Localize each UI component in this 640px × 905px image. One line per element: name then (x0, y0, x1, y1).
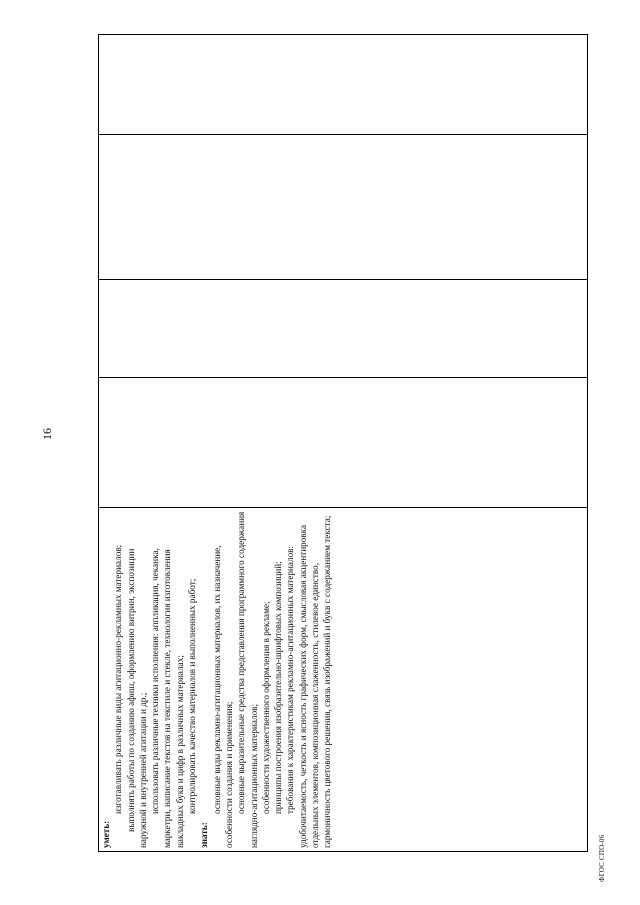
znat-item: основные виды рекламно-агитационных материалов, их назначение, особенности создания и применения; (211, 545, 234, 848)
table-divider (99, 279, 587, 280)
znat-item: принципы построения изобразительно-шрифтовых композиций; (273, 561, 284, 814)
umet-item: изготавливать различные виды агитационно-рекламных материалов; (113, 544, 124, 814)
znat-item: особенности художественного оформления в рекламе; (260, 601, 271, 814)
footer-code: ФГОС СПО-06 (598, 834, 606, 882)
umet-item: выполнять работы по созданию афиш, оформлению витрин, экспозиции наружной и внутренней агитации и др.; (125, 548, 148, 848)
page-number: 16 (40, 428, 54, 440)
znat-item: требования к характеристикам рекламно-агитационных материалов: удобочитаемость, четкость и ясность графических форм, смысловая акцентировка отдельных элементов, композиционная слаженность, стилевое единство, гармоничность цветового решения, связь изображений и букв с содержанием текста; (285, 515, 333, 848)
table-divider (99, 377, 587, 378)
znat-label: знать: (199, 822, 210, 848)
skills-knowledge-cell (98, 507, 588, 852)
umet-item: контролировать качество материалов и выполненных работ; (187, 578, 198, 814)
table-divider (99, 134, 587, 135)
znat-item: основные выразительные средства представления программного содержания наглядно-агитационных материалов; (236, 511, 259, 848)
umet-label: уметь: (101, 820, 111, 848)
umet-item: использовать различные техники исполнения: аппликация, чеканка, маркетри, написание текстов на текстиле и стекле, технология изготовления накладных букв и цифр в различных материалах; (150, 548, 185, 848)
